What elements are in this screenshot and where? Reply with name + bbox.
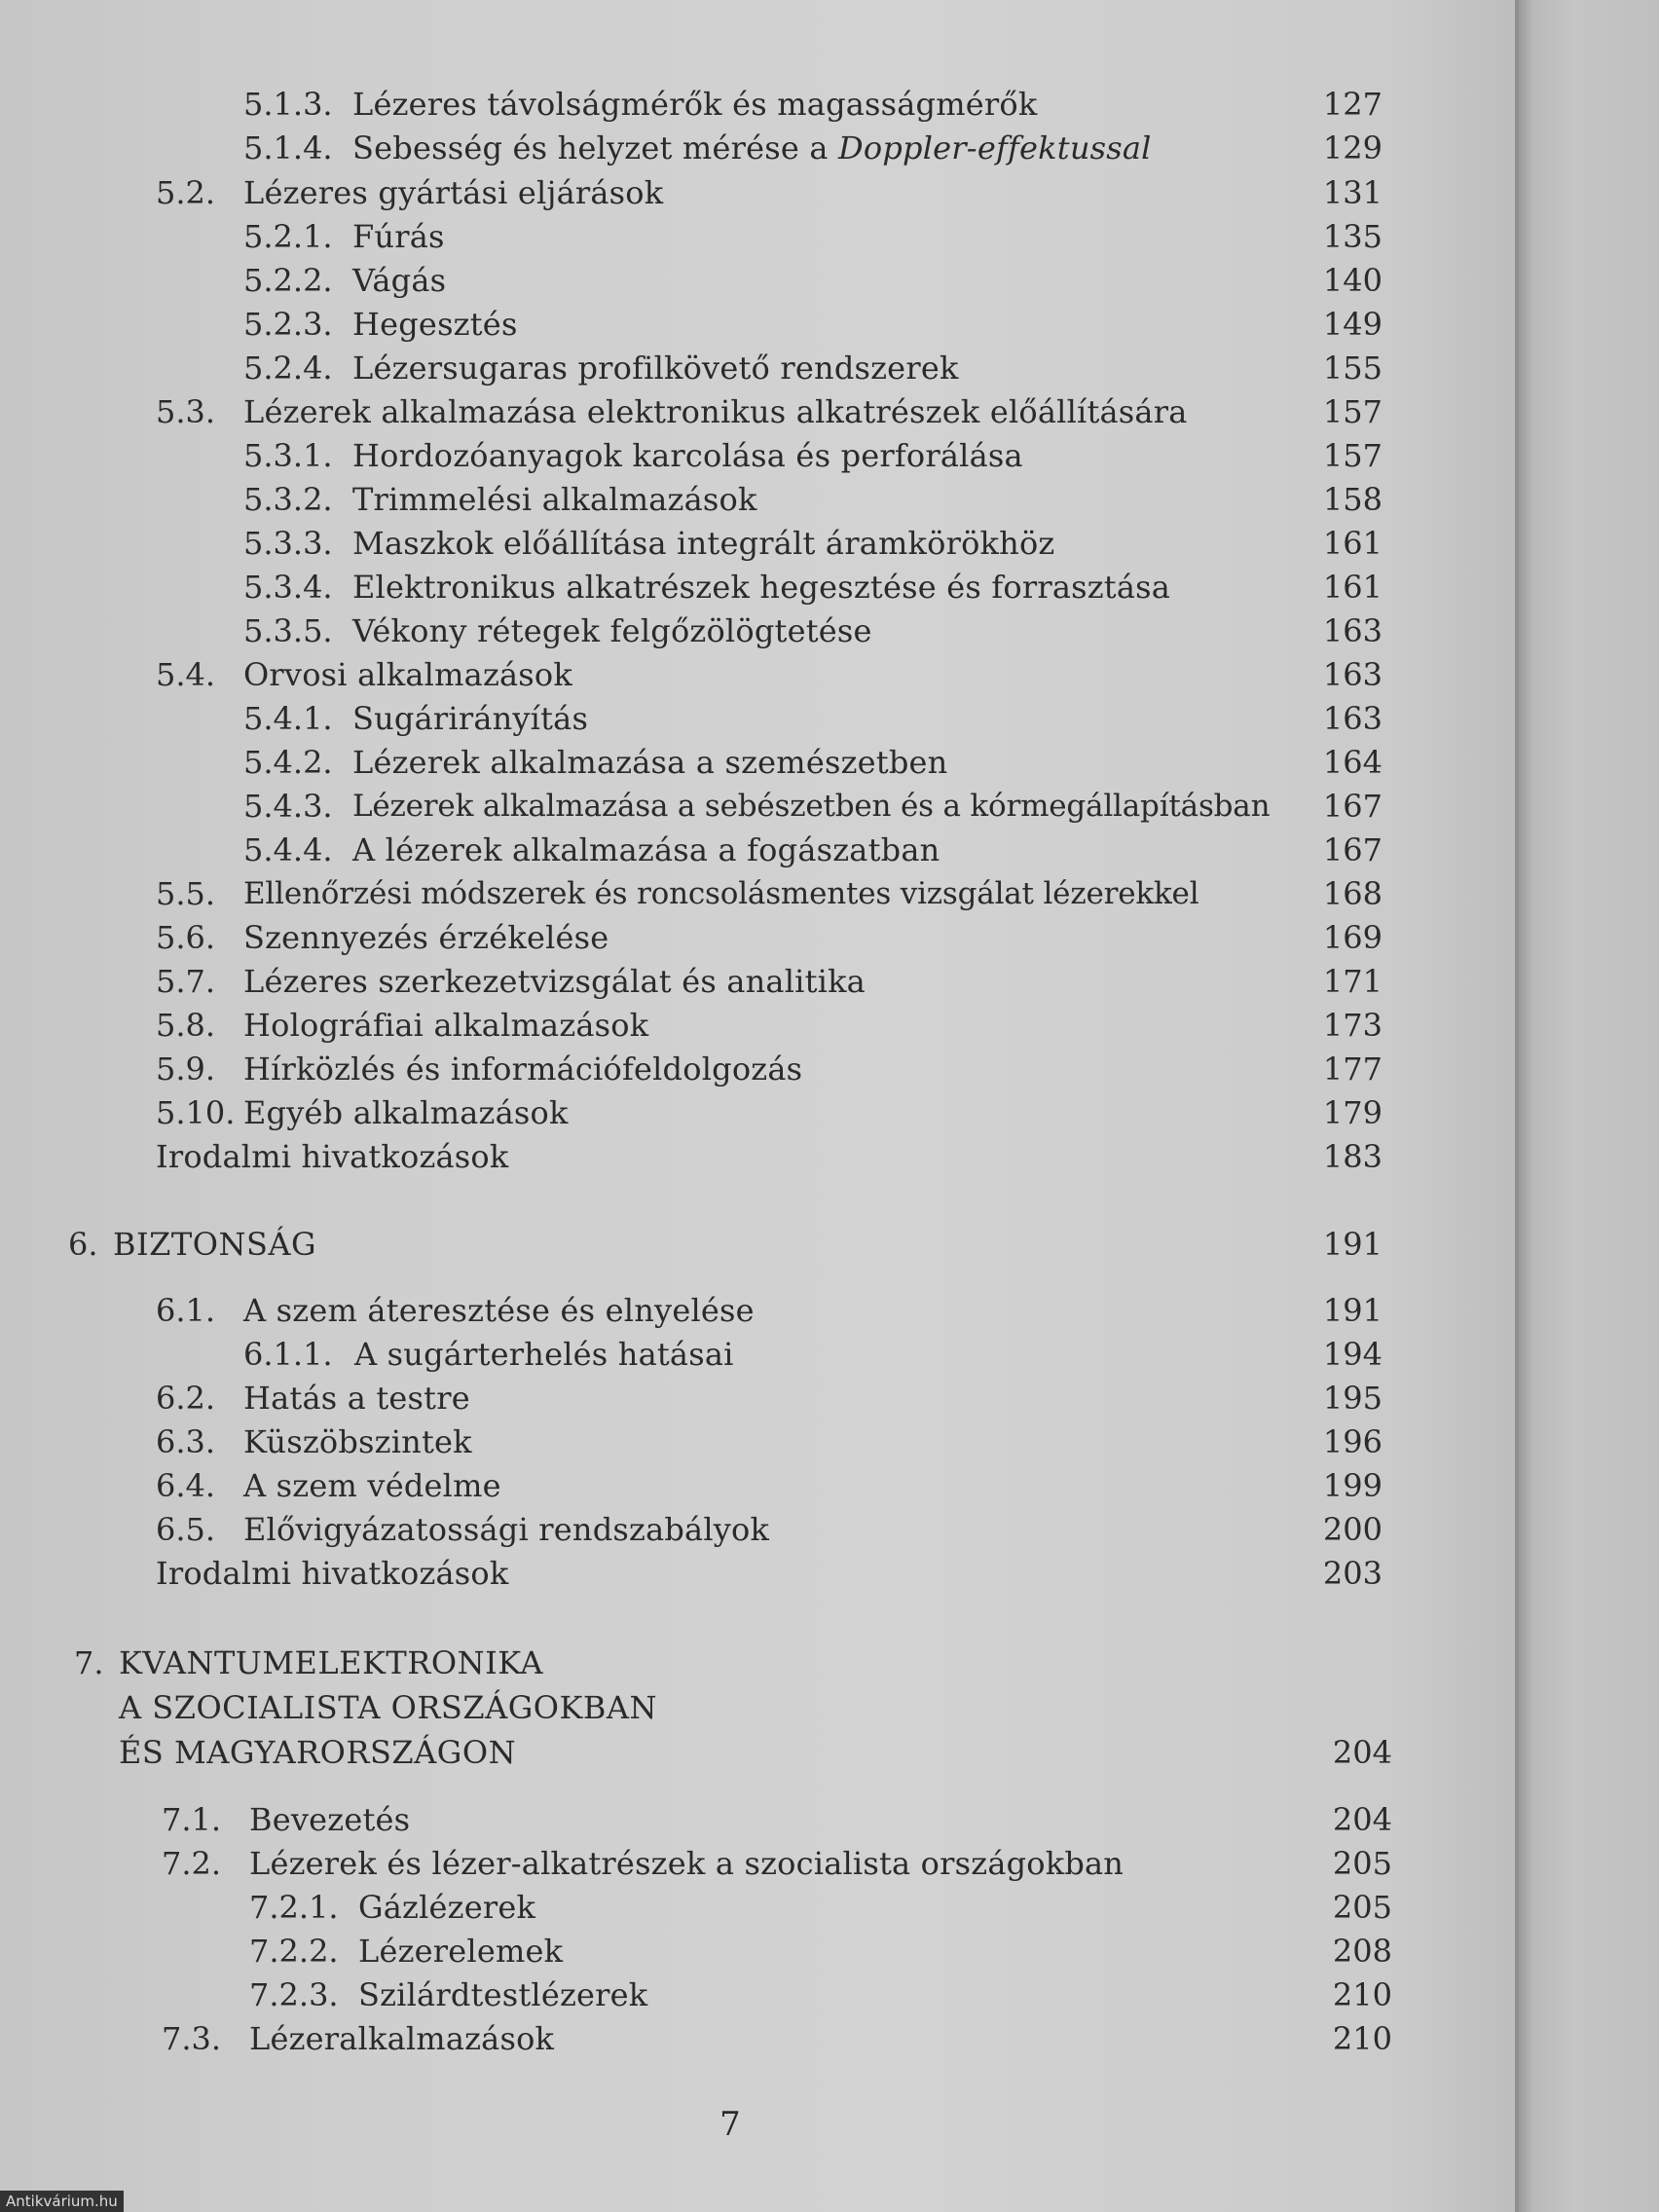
toc-title: Lézersugaras profilkövető rendszerek: [352, 350, 959, 387]
toc-page: 157: [1322, 437, 1382, 474]
toc-page: 163: [1322, 656, 1382, 693]
toc-title: Küszöbszintek: [243, 1423, 472, 1460]
toc-page: 196: [1322, 1423, 1382, 1460]
toc-number: 5.5.: [156, 875, 216, 912]
toc-number: 5.2.4.: [243, 350, 333, 387]
toc-number: 5.1.4.: [243, 129, 333, 166]
toc-page: 161: [1322, 525, 1382, 562]
toc-title: Sugárirányítás: [352, 700, 589, 737]
toc-page: 200: [1322, 1511, 1382, 1548]
toc-number: 6.4.: [156, 1467, 216, 1504]
toc-number: 6.5.: [156, 1511, 216, 1548]
toc-title: Elővigyázatossági rendszabályok: [243, 1511, 770, 1548]
toc-title: Szilárdtestlézerek: [358, 1976, 648, 2013]
toc-page: 163: [1322, 612, 1382, 649]
toc-title: A szem védelme: [243, 1467, 501, 1504]
toc-title: Elektronikus alkatrészek hegesztése és forrasztása: [352, 569, 1171, 606]
toc-page: 191: [1322, 1292, 1382, 1329]
toc-title: Lézerelemek: [358, 1933, 564, 1970]
chapter-title: ÉS MAGYARORSZÁGON: [119, 1734, 517, 1771]
toc-number: 7.2.3.: [249, 1976, 339, 2013]
toc-page: 210: [1332, 2020, 1392, 2057]
toc-number: 6.2.: [156, 1380, 216, 1417]
toc-page: 167: [1322, 788, 1382, 825]
toc-page: 195: [1322, 1380, 1382, 1417]
toc-title: Holográfiai alkalmazások: [243, 1007, 649, 1044]
toc-number: 5.1.3.: [243, 86, 333, 123]
toc-title: Hírközlés és információfeldolgozás: [243, 1051, 803, 1088]
toc-title: Lézeres távolságmérők és magasságmérők: [352, 86, 1038, 123]
toc-page: 171: [1322, 963, 1382, 1000]
toc-page: 158: [1322, 481, 1382, 518]
toc-page: 208: [1332, 1933, 1392, 1970]
toc-number: 5.3.1.: [243, 437, 333, 474]
toc-title: Lézerek alkalmazása a sebészetben és a kórmegállapításban: [352, 789, 1271, 824]
toc-page: 161: [1322, 569, 1382, 606]
toc-page: 163: [1322, 700, 1382, 737]
toc-number: 5.2.: [156, 174, 216, 211]
toc-title: Hegesztés: [352, 306, 518, 343]
toc-title: Ellenőrzési módszerek és roncsolásmentes vizsgálat lézerekkel: [243, 876, 1199, 911]
toc-page: 169: [1322, 919, 1382, 956]
toc-title: Vágás: [352, 262, 447, 299]
toc-page: 177: [1322, 1051, 1382, 1088]
toc-page: 140: [1322, 262, 1382, 299]
toc-number: 5.3.2.: [243, 481, 333, 518]
toc-number: 7.2.: [162, 1845, 222, 1882]
page-edge: [1519, 0, 1659, 2212]
toc-page: 173: [1322, 1007, 1382, 1044]
toc-page: 210: [1332, 1976, 1392, 2013]
page-number: 7: [719, 2105, 741, 2144]
toc-number: 5.4.: [156, 656, 216, 693]
toc-number: 5.4.4.: [243, 831, 333, 868]
toc-title: Szennyezés érzékelése: [243, 919, 609, 956]
toc-title: Lézerek alkalmazása a szemészetben: [352, 744, 948, 781]
toc-title: [352, 129, 1152, 167]
toc-page: 204: [1332, 1801, 1392, 1838]
toc-number: 5.3.: [156, 393, 216, 430]
toc-number: 6.1.: [156, 1292, 216, 1329]
toc-number: 5.3.4.: [243, 569, 333, 606]
toc-page: 168: [1322, 875, 1382, 912]
toc-number: 5.4.2.: [243, 744, 333, 781]
toc-page: 127: [1322, 86, 1382, 123]
toc-number: 5.8.: [156, 1007, 216, 1044]
toc-number: 5.4.1.: [243, 700, 333, 737]
toc-title: Lézerek és lézer-alkatrészek a szocialista országokban: [249, 1845, 1124, 1882]
toc-number: 7.2.1.: [249, 1889, 339, 1926]
toc-page: 204: [1332, 1734, 1392, 1771]
chapter-title: BIZTONSÁG: [113, 1226, 317, 1263]
toc-title: Maszkok előállítása integrált áramkörökhöz: [352, 525, 1055, 562]
toc-page: 179: [1322, 1094, 1382, 1131]
toc-title: Fúrás: [352, 218, 445, 255]
toc-number: 6.1.1.: [243, 1336, 333, 1373]
toc-title: Trimmelési alkalmazások: [352, 481, 757, 518]
toc-number: 5.3.3.: [243, 525, 333, 562]
toc-title-text: Sebesség és helyzet mérése a: [352, 129, 839, 166]
toc-page: 149: [1322, 306, 1382, 343]
toc-page: 135: [1322, 218, 1382, 255]
toc-title: A sugárterhelés hatásai: [354, 1336, 734, 1373]
chapter-number: 7.: [74, 1644, 104, 1681]
toc-title: A lézerek alkalmazása a fogászatban: [352, 831, 940, 868]
toc-page: 164: [1322, 744, 1382, 781]
toc-title: Lézeralkalmazások: [249, 2020, 555, 2057]
toc-page: 155: [1322, 350, 1382, 387]
watermark: Antikvárium.hu: [0, 2191, 124, 2212]
toc-title: Lézeres gyártási eljárások: [243, 174, 664, 211]
toc-title: Lézeres szerkezetvizsgálat és analitika: [243, 963, 866, 1000]
toc-title: Gázlézerek: [358, 1889, 536, 1926]
toc-number: 7.1.: [162, 1801, 222, 1838]
toc-title: Bevezetés: [249, 1801, 411, 1838]
toc-page: 205: [1332, 1889, 1392, 1926]
toc-page: 194: [1322, 1336, 1382, 1373]
toc-number: 7.2.2.: [249, 1933, 339, 1970]
toc-number: 5.9.: [156, 1051, 216, 1088]
toc-title: A szem áteresztése és elnyelése: [243, 1292, 755, 1329]
toc-number: 5.7.: [156, 963, 216, 1000]
toc-number: 5.10.: [156, 1094, 236, 1131]
toc-number: 5.4.3.: [243, 788, 333, 825]
toc-title: Orvosi alkalmazások: [243, 656, 572, 693]
toc-title: Hatás a testre: [243, 1380, 470, 1417]
toc-number: 5.6.: [156, 919, 216, 956]
toc-page: 129: [1322, 129, 1382, 166]
toc-number: 7.3.: [162, 2020, 222, 2057]
toc-title-emphasis: Doppler-effektussal: [838, 129, 1152, 166]
toc-page: 205: [1332, 1845, 1392, 1882]
toc-number: 6.3.: [156, 1423, 216, 1460]
toc-page: 203: [1322, 1555, 1382, 1592]
toc-title: Irodalmi hivatkozások: [156, 1555, 509, 1592]
toc-number: 5.3.5.: [243, 612, 333, 649]
toc-number: 5.2.3.: [243, 306, 333, 343]
toc-title: Lézerek alkalmazása elektronikus alkatrészek előállítására: [243, 393, 1188, 430]
toc-page: 131: [1322, 174, 1382, 211]
chapter-title: A SZOCIALISTA ORSZÁGOKBAN: [119, 1689, 658, 1726]
toc-page: 167: [1322, 831, 1382, 868]
toc-title: Vékony rétegek felgőzölögtetése: [352, 612, 872, 649]
chapter-title: KVANTUMELEKTRONIKA: [119, 1644, 543, 1681]
toc-page: 157: [1322, 393, 1382, 430]
toc-title: Hordozóanyagok karcolása és perforálása: [352, 437, 1023, 474]
toc-title: Egyéb alkalmazások: [243, 1094, 569, 1131]
toc-page: 183: [1322, 1138, 1382, 1175]
toc-page: 191: [1322, 1226, 1382, 1263]
toc-title: Irodalmi hivatkozások: [156, 1138, 509, 1175]
toc-page: 199: [1322, 1467, 1382, 1504]
toc-number: 5.2.2.: [243, 262, 333, 299]
chapter-number: 6.: [68, 1226, 98, 1263]
toc-number: 5.2.1.: [243, 218, 333, 255]
